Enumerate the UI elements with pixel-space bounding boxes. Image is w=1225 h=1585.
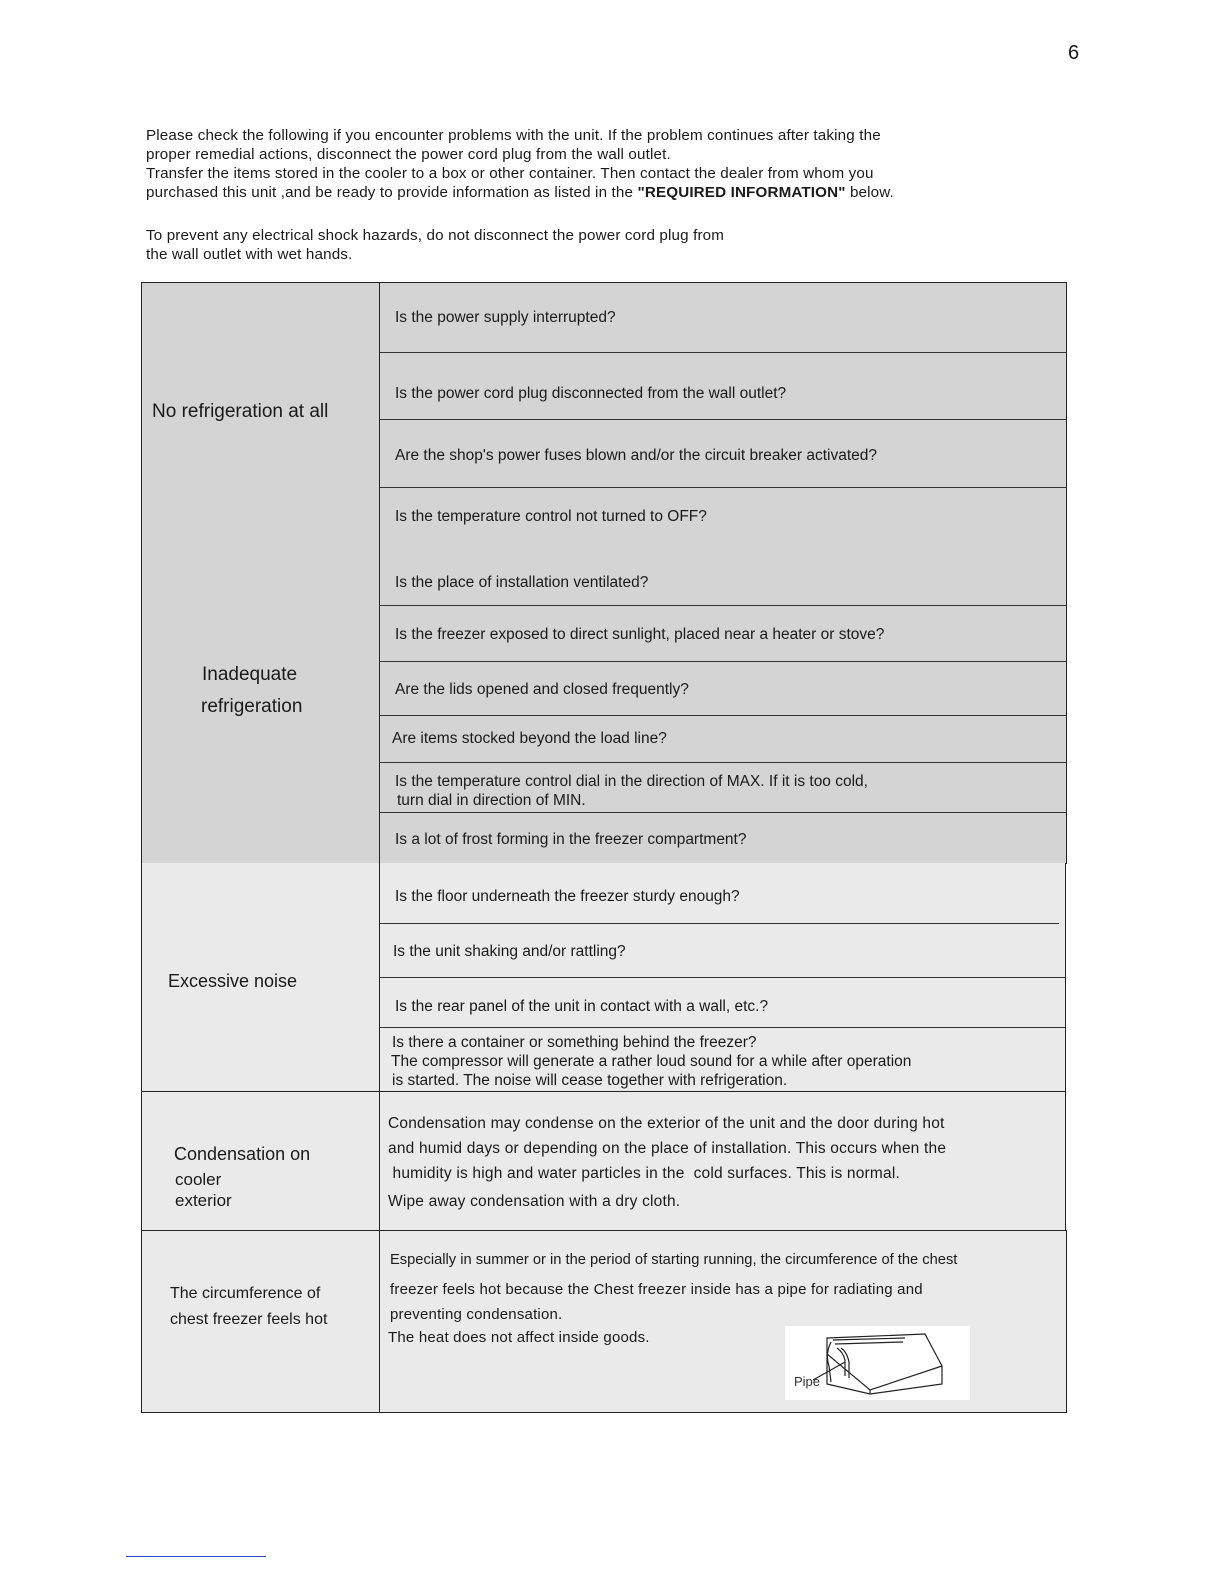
intro-line: Transfer the items stored in the cooler to a box or other container. Then contact the dealer from whom you: [146, 165, 874, 182]
category-inadequate-line1: Inadequate: [202, 664, 298, 685]
check-row: [380, 924, 1065, 977]
check-question: Is the rear panel of the unit in contact with a wall, etc.?: [395, 998, 769, 1015]
text-line: humidity is high and water particles in the cold surfaces. This is normal.: [388, 1165, 900, 1182]
check-row: [380, 1027, 1065, 1092]
text-line: freezer feels hot because the Chest freezer inside has a pipe for radiating and: [390, 1281, 923, 1298]
check-row: [380, 762, 1066, 812]
category-condensation-line2: cooler: [175, 1170, 222, 1189]
warning-line: To prevent any electrical shock hazards, do not disconnect the power cord plug from: [146, 227, 725, 244]
category-cell: [142, 1092, 380, 1230]
check-row: [380, 487, 1066, 605]
warning-line: the wall outlet with wet hands.: [146, 246, 353, 263]
category-circumference-line1: The circumference of: [170, 1285, 321, 1302]
footer-rule: [126, 1556, 266, 1557]
text-line: Condensation may condense on the exterior of the unit and the door during hot: [388, 1115, 945, 1132]
category-circumference-line2: chest freezer feels hot: [170, 1311, 328, 1328]
required-information-emphasis: "REQUIRED INFORMATION": [637, 184, 846, 201]
page-number: 6: [1068, 42, 1080, 64]
condensation-table: [141, 1091, 1066, 1231]
check-row: [380, 977, 1065, 1027]
category-condensation-line3: exterior: [175, 1191, 232, 1210]
check-question: is started. The noise will cease together with refrigeration.: [392, 1072, 788, 1089]
intro-text: [146, 126, 1046, 264]
check-row: [380, 605, 1066, 661]
text-line: and humid days or depending on the place of installation. This occurs when the: [388, 1140, 947, 1157]
check-question: Is a lot of frost forming in the freezer compartment?: [395, 831, 747, 848]
check-question: turn dial in direction of MIN.: [397, 792, 586, 809]
text-line: Wipe away condensation with a dry cloth.: [388, 1193, 681, 1210]
check-row: [380, 812, 1066, 865]
category-cell: [142, 283, 380, 863]
check-question: Is the power supply interrupted?: [395, 309, 616, 326]
check-question: Is the unit shaking and/or rattling?: [393, 943, 626, 960]
intro-text-span: below.: [845, 184, 894, 201]
check-row: [380, 863, 1059, 924]
text-line: The heat does not affect inside goods.: [388, 1329, 650, 1346]
check-question: Is the temperature control dial in the direction of MAX. If it is too cold,: [395, 773, 868, 790]
check-row: [380, 283, 1066, 352]
check-question: The compressor will generate a rather loud sound for a while after operation: [391, 1053, 912, 1070]
pipe-label: Pipe: [794, 1374, 821, 1389]
check-question: Is the temperature control not turned to OFF?: [395, 508, 707, 525]
check-question: Is the power cord plug disconnected from the wall outlet?: [395, 385, 787, 402]
freezer-pipe-icon: [785, 1326, 970, 1400]
check-question: Is the place of installation ventilated?: [395, 574, 649, 591]
category-inadequate-line2: refrigeration: [201, 696, 303, 717]
condensation-text: [388, 1111, 946, 1214]
category-cell: [142, 1231, 380, 1412]
check-question: Are the shop's power fuses blown and/or the circuit breaker activated?: [395, 447, 877, 464]
intro-line: [146, 183, 1046, 202]
category-excessive-noise: Excessive noise: [168, 971, 298, 991]
check-question: Is the freezer exposed to direct sunlight, placed near a heater or stove?: [395, 626, 885, 643]
check-question: Is there a container or something behind the freezer?: [392, 1034, 757, 1051]
freezer-pipe-illustration: [785, 1326, 970, 1400]
check-row: [380, 661, 1066, 715]
intro-text-span: purchased this unit ,and be ready to provide information as listed in the: [146, 184, 638, 201]
intro-line: proper remedial actions, disconnect the power cord plug from the wall outlet.: [146, 146, 671, 163]
category-cell: [142, 863, 380, 1091]
check-question: Is the floor underneath the freezer sturdy enough?: [395, 888, 740, 905]
text-line: Especially in summer or in the period of starting running, the circumference of the chest: [390, 1252, 958, 1268]
category-no-refrigeration: No refrigeration at all: [152, 401, 329, 422]
circumference-table: [141, 1230, 1067, 1413]
intro-line: Please check the following if you encounter problems with the unit. If the problem continues after taking the: [146, 127, 881, 144]
category-condensation-line1: Condensation on: [174, 1144, 311, 1164]
refrigeration-table: [141, 282, 1067, 864]
noise-table: [141, 863, 1066, 1092]
check-question: Are items stocked beyond the load line?: [392, 730, 667, 747]
text-line: preventing condensation.: [390, 1306, 563, 1323]
check-question: Are the lids opened and closed frequently?: [395, 681, 689, 698]
check-row: [380, 352, 1066, 419]
check-row: [380, 419, 1066, 487]
check-row: [380, 715, 1066, 762]
